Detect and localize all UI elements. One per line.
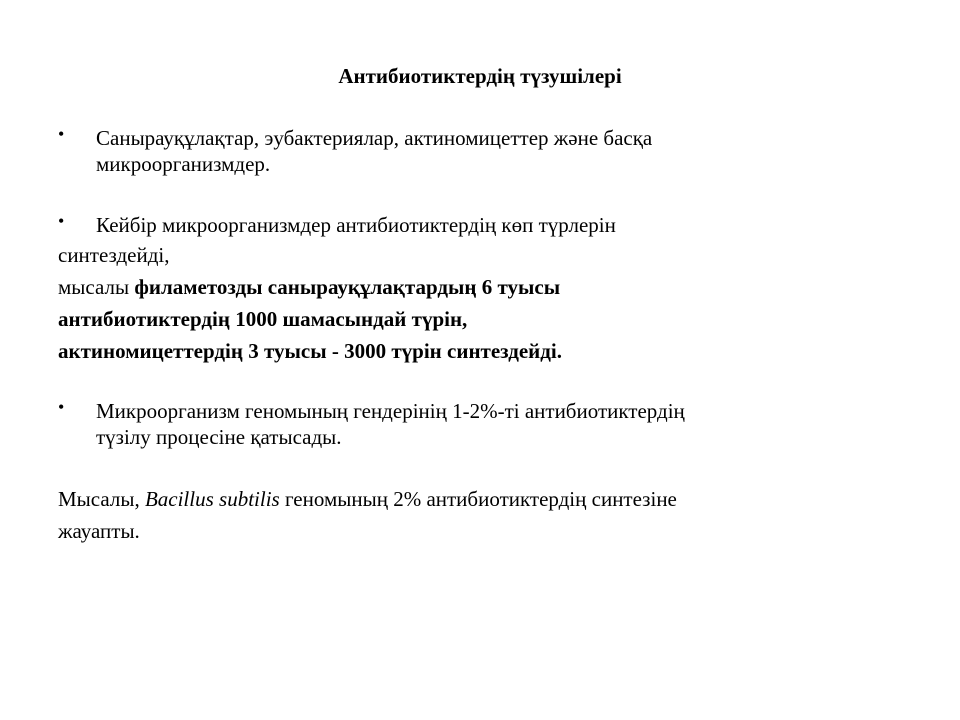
bullet-line: Микроорганизм геномының гендерінің 1-2%-ті антибиотиктердің	[96, 399, 685, 423]
bullet-line: Санырауқұлақтар, эубактериялар, актиномицеттер және басқа	[96, 126, 653, 150]
bullet-icon: •	[58, 397, 65, 417]
bullet-text	[96, 125, 916, 177]
bullet-icon: •	[58, 211, 65, 231]
bullet-line: түзілу процесіне қатысады.	[96, 425, 342, 449]
bullet-text	[96, 212, 916, 238]
paragraph-line-bold: актиномицеттердің 3 туысы - 3000 түрін синтездейді.	[58, 339, 562, 363]
paragraph-line-bold: антибиотиктердің 1000 шамасындай түрін,	[58, 307, 468, 331]
bacillus-prefix: Мысалы,	[58, 487, 145, 511]
bullet-icon: •	[58, 124, 65, 144]
example-bold: филаметозды санырауқұлақтардың 6 туысы	[134, 275, 561, 299]
paragraph-line: синтездейді,	[58, 243, 170, 267]
bullet-line: микроорганизмдер.	[96, 152, 271, 176]
slide-title: Антибиотиктердің түзушілері	[338, 64, 622, 88]
bullet-text	[96, 398, 916, 450]
paragraph-line-example	[58, 274, 918, 300]
paragraph-line: жауапты.	[58, 519, 140, 543]
paragraph-line-bacillus	[58, 486, 918, 512]
example-prefix: мысалы	[58, 275, 135, 299]
bacillus-species: Bacillus subtilis	[144, 487, 280, 511]
bullet-line: Кейбір микроорганизмдер антибиотиктердің көп түрлерін	[96, 213, 616, 237]
bacillus-suffix: геномының 2% антибиотиктердің синтезіне	[279, 487, 677, 511]
